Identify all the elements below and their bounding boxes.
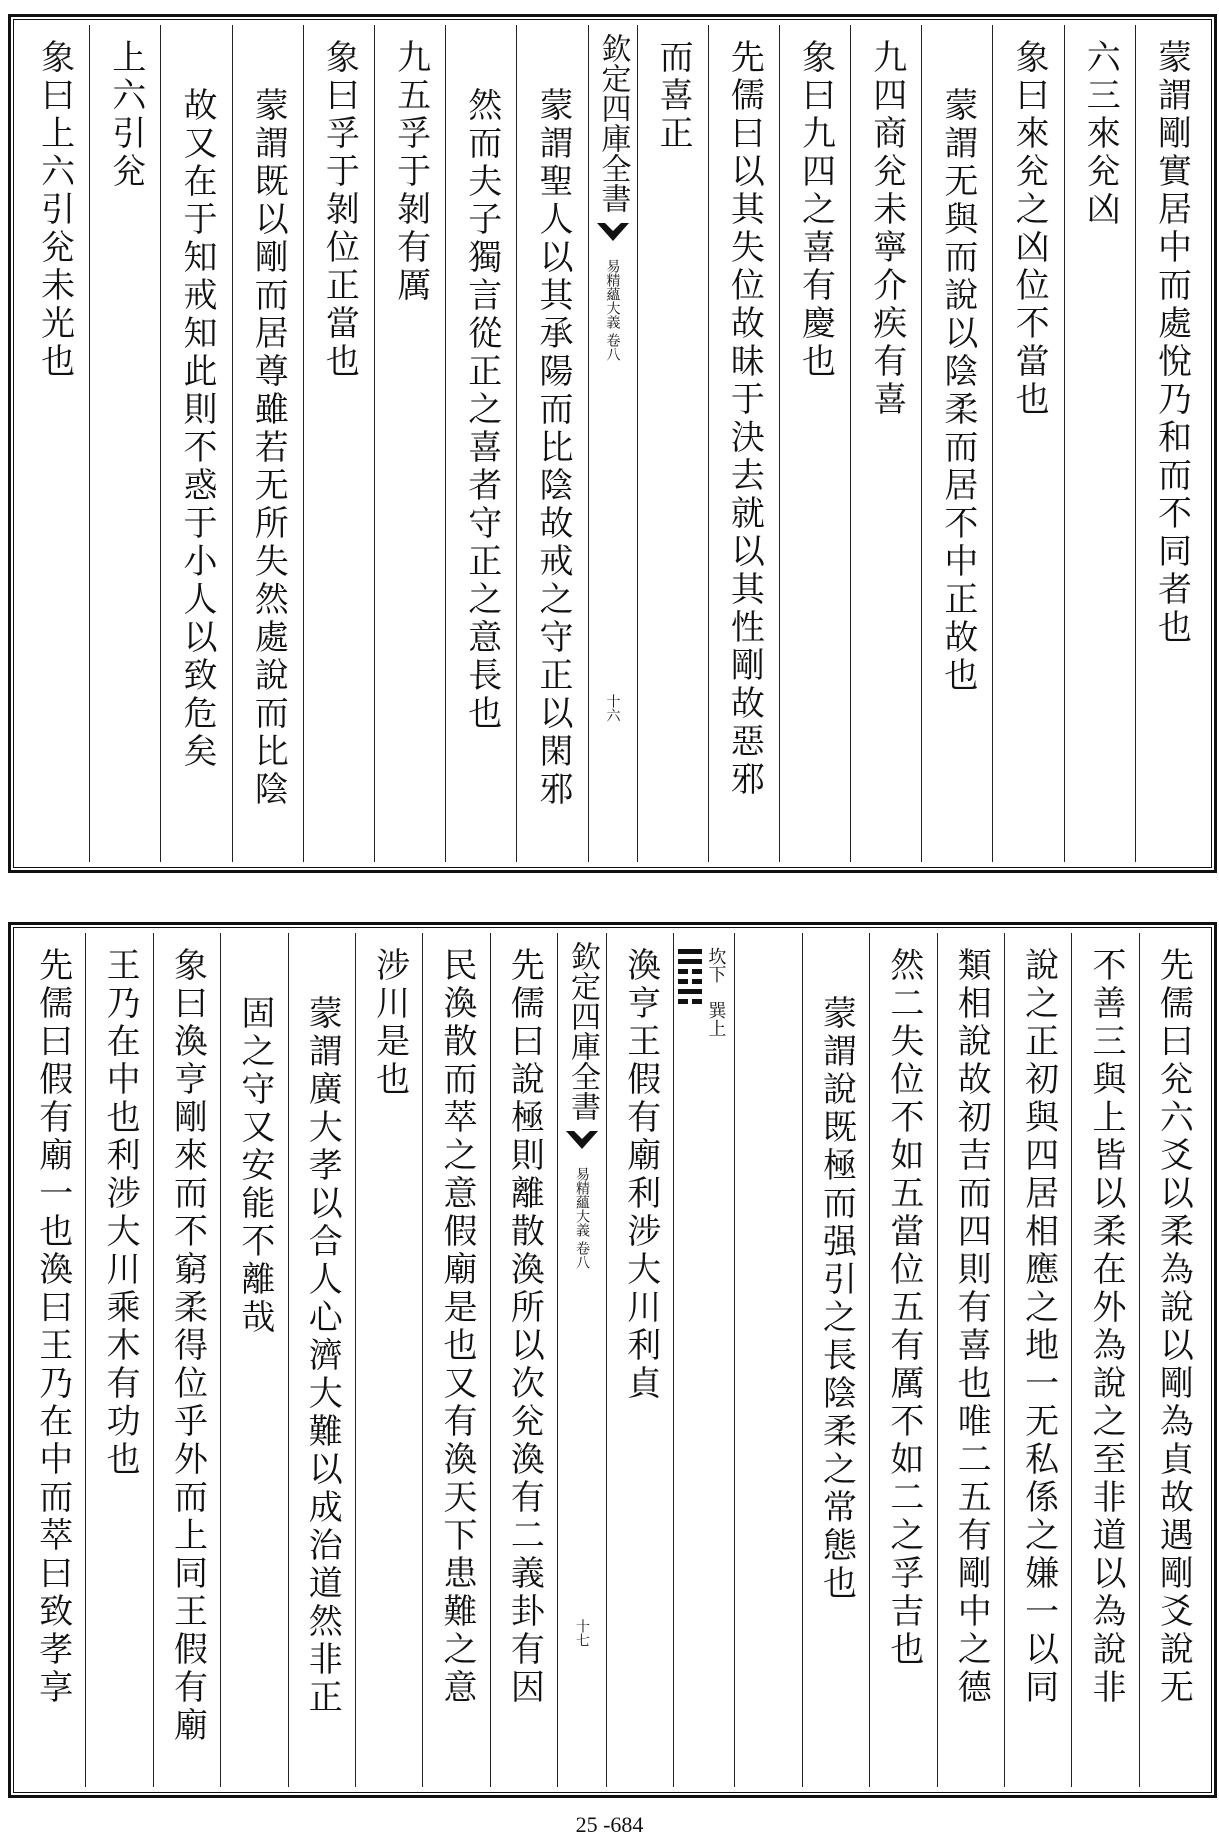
column-text: 類相說故初吉而四則有喜也唯二五有剛中之德 xyxy=(951,947,992,1707)
column-text: 先儒曰說極則離散渙所以次兊渙有二義卦有因 xyxy=(504,947,545,1707)
text-column xyxy=(708,25,779,862)
text-column xyxy=(19,25,89,862)
column-text: 先儒曰以其失位故昧于決去就以其性剛故惡邪 xyxy=(724,39,765,799)
text-column xyxy=(355,933,422,1787)
column-text: 不善三與上皆以柔在外為說之至非道以為說非 xyxy=(1085,947,1126,1707)
column-text: 九四商兊未寧介疾有喜 xyxy=(866,39,907,419)
huan-hexagram-icon xyxy=(678,949,702,1009)
column-text: 然而夫子獨言從正之喜者守正之意長也 xyxy=(461,87,502,733)
column-text: 先儒曰兊六爻以柔為說以剛為貞故遇剛爻說无 xyxy=(1153,947,1194,1707)
fish-tail-ornament-icon xyxy=(595,219,631,245)
page-number: 十七 xyxy=(574,1619,590,1647)
text-column xyxy=(1004,933,1071,1787)
column-text: 民渙散而萃之意假廟是也又有渙天下患難之意 xyxy=(436,947,477,1707)
text-column xyxy=(303,25,374,862)
column-text: 渙亨王假有廟利涉大川利貞 xyxy=(620,947,661,1403)
text-column xyxy=(850,25,921,862)
book-title: 易精蘊大義 xyxy=(604,259,621,329)
text-column xyxy=(85,933,152,1787)
column-text: 固之守又安能不離哉 xyxy=(234,995,275,1337)
column-text: 王乃在中也利涉大川乘木有功也 xyxy=(100,947,141,1479)
text-column xyxy=(19,933,85,1787)
fish-tail-ornament-icon xyxy=(564,1127,600,1153)
text-column xyxy=(1139,933,1206,1787)
text-column xyxy=(490,933,557,1787)
hexagram-column xyxy=(673,933,734,1787)
text-column xyxy=(606,933,673,1787)
page-number: 十六 xyxy=(604,694,621,722)
bottom-page-panel xyxy=(8,922,1217,1798)
text-column xyxy=(637,25,708,862)
text-column xyxy=(734,933,801,1787)
page-footer-number: 25 -684 xyxy=(575,1812,644,1837)
text-column xyxy=(921,25,992,862)
center-fold-column xyxy=(557,933,606,1787)
text-column xyxy=(422,933,489,1787)
column-text: 六三來兊凶 xyxy=(1080,39,1121,229)
text-column xyxy=(992,25,1063,862)
column-text: 上六引兊 xyxy=(105,39,146,191)
column-text: 蒙謂說既極而强引之長陰柔之常態也 xyxy=(816,995,857,1603)
text-column xyxy=(232,25,303,862)
column-text: 象曰來兊之凶位不當也 xyxy=(1009,39,1050,419)
text-column xyxy=(779,25,850,862)
column-text: 而喜正 xyxy=(653,39,694,153)
volume-label: 卷八 xyxy=(604,333,621,361)
volume-label: 卷八 xyxy=(574,1241,590,1269)
top-page-panel xyxy=(8,14,1217,873)
column-text: 象曰渙亨剛來而不窮柔得位乎外而上同王假有廟 xyxy=(167,947,208,1745)
text-column xyxy=(153,933,220,1787)
column-text: 蒙謂廣大孝以合人心濟大難以成治道然非正 xyxy=(302,995,343,1717)
collection-title: 欽定四庫全書 xyxy=(565,941,600,1121)
text-column xyxy=(869,933,936,1787)
column-text: 然二失位不如五當位五有厲不如二之孚吉也 xyxy=(883,947,924,1669)
book-title: 易精蘊大義 xyxy=(574,1167,590,1237)
text-column xyxy=(1071,933,1138,1787)
column-text: 故又在于知戒知此則不惑于小人以致危矣 xyxy=(177,87,218,771)
text-column xyxy=(89,25,160,862)
column-text: 蒙謂无與而說以陰柔而居不中正故也 xyxy=(937,87,978,695)
text-column xyxy=(1064,25,1135,862)
text-column xyxy=(220,933,287,1787)
text-column xyxy=(937,933,1004,1787)
collection-title: 欽定四庫全書 xyxy=(595,33,631,213)
column-text: 先儒曰假有廟一也渙曰王乃在中而萃曰致孝享 xyxy=(32,947,73,1707)
text-column xyxy=(516,25,587,862)
column-text: 象曰九四之喜有慶也 xyxy=(795,39,836,381)
text-column xyxy=(288,933,355,1787)
column-text: 蒙謂既以剛而居尊雖若无所失然處說而比陰 xyxy=(248,87,289,809)
text-column xyxy=(1135,25,1206,862)
center-fold-column xyxy=(588,25,637,862)
column-text: 象曰孚于剝位正當也 xyxy=(319,39,360,381)
column-text: 蒙謂剛實居中而處悅乃和而不同者也 xyxy=(1151,39,1192,647)
text-column xyxy=(374,25,445,862)
text-column xyxy=(802,933,869,1787)
column-text: 蒙謂聖人以其承陽而比陰故戒之守正以閑邪 xyxy=(532,87,573,809)
text-column xyxy=(160,25,231,862)
text-column xyxy=(445,25,516,862)
column-text: 九五孚于剝有厲 xyxy=(390,39,431,305)
hexagram-trigram-labels: 坎下 巽上 xyxy=(705,947,727,1037)
column-text: 象曰上六引兊未光也 xyxy=(34,39,75,381)
column-text: 涉川是也 xyxy=(369,947,410,1099)
column-text: 說之正初與四居相應之地一无私係之嫌一以同 xyxy=(1018,947,1059,1707)
